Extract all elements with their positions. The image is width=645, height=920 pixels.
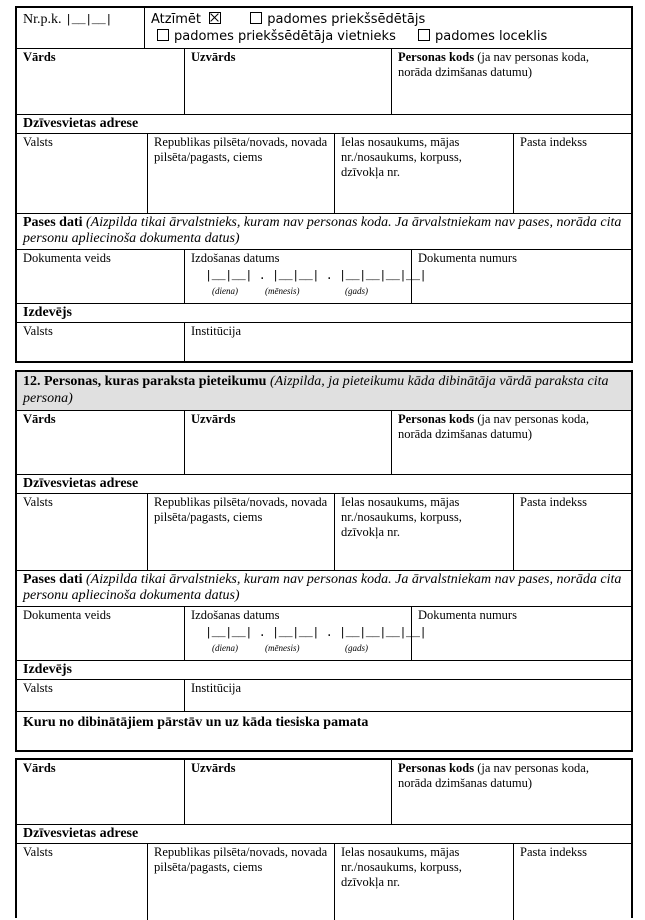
diena-label: (diena) (212, 643, 238, 653)
date-field[interactable]: |__|__| . |__|__| . |__|__|__|__| (205, 269, 427, 283)
izdevejs-header (17, 303, 631, 322)
iela-label: Ielas nosaukums, mājas nr./nosaukums, korpuss, dzīvokļa nr. (341, 495, 462, 539)
section-12-note: (Aizpilda, ja pieteikumu kāda dibinātāja vārdā paraksta cita persona) (23, 374, 609, 406)
dzivesvieta-header-3 (17, 824, 631, 843)
izdos-datums-label: Izdošanas datums (191, 251, 280, 265)
personas-kods-label: Personas kods (398, 50, 475, 64)
uzvards-cell[interactable] (184, 411, 391, 474)
option-chairman: padomes priekšsēdētājs (267, 12, 426, 27)
nrpk-field[interactable]: |__|__| (65, 13, 112, 27)
section-12-header (17, 372, 631, 410)
pasta-cell[interactable] (513, 134, 631, 213)
pasta-label: Pasta indekss (520, 845, 588, 859)
dok-veids-label: Dokumenta veids (23, 251, 111, 265)
checkbox-chairman[interactable] (250, 12, 262, 24)
dok-numurs-label: Dokumenta numurs (418, 251, 517, 265)
dok-veids-cell[interactable] (17, 250, 184, 303)
pilseta-cell[interactable] (147, 844, 334, 920)
vards-cell[interactable] (17, 411, 184, 474)
pilseta-label: Republikas pilsēta/novads, novada pilsēta/pagasts, ciems (154, 845, 328, 874)
dzivesvieta-title: Dzīvesvietas adrese (23, 116, 139, 131)
uzvards-label: Uzvārds (191, 50, 236, 64)
vards-label: Vārds (23, 761, 56, 775)
dok-numurs-cell[interactable] (411, 607, 631, 660)
institucija-cell[interactable] (184, 323, 631, 361)
valsts-cell[interactable] (17, 844, 147, 920)
izd-valsts-label: Valsts (23, 324, 53, 338)
pasta-cell[interactable] (513, 844, 631, 920)
nrpk-label: Nr.p.k. (23, 12, 62, 27)
option-member: padomes loceklis (435, 29, 548, 44)
valsts-label: Valsts (23, 135, 53, 149)
name-row (17, 48, 631, 114)
vards-cell[interactable] (17, 49, 184, 114)
uzvards-cell[interactable] (184, 760, 391, 824)
gads-label: (gads) (345, 286, 368, 296)
institucija-label: Institūcija (191, 324, 241, 338)
issuer-row (17, 322, 631, 361)
role-checkboxes (144, 8, 631, 48)
checkbox-member[interactable] (418, 29, 430, 41)
dok-veids-cell[interactable] (17, 607, 184, 660)
issuer-row-2 (17, 679, 631, 711)
pases-title: Pases dati (23, 215, 83, 230)
personas-kods-cell[interactable] (391, 411, 631, 474)
checked-box-icon (209, 12, 221, 24)
vards-label: Vārds (23, 50, 56, 64)
izdos-datums-cell[interactable] (184, 607, 427, 660)
address-row (17, 133, 631, 213)
pilseta-cell[interactable] (147, 494, 334, 570)
pasta-cell[interactable] (513, 494, 631, 570)
atzimet-label: Atzīmēt (151, 12, 201, 27)
uzvards-label: Uzvārds (191, 761, 236, 775)
personas-kods-note: (ja nav personas koda, norāda dzimšanas datumu) (398, 761, 589, 790)
valsts-cell[interactable] (17, 134, 147, 213)
section-12-title: 12. Personas, kuras paraksta pieteikumu (23, 374, 267, 389)
vards-cell[interactable] (17, 760, 184, 824)
personas-kods-label: Personas kods (398, 412, 475, 426)
izd-valsts-cell[interactable] (17, 323, 184, 361)
pases-title: Pases dati (23, 572, 83, 587)
personas-kods-note: (ja nav personas koda, norāda dzimšanas datumu) (398, 50, 589, 79)
izdevejs-title: Izdevējs (23, 305, 72, 320)
valsts-label: Valsts (23, 495, 53, 509)
representation-label: Kuru no dibinātājiem pārstāv un uz kāda tiesiska pamata (23, 715, 369, 730)
dok-numurs-cell[interactable] (411, 250, 631, 303)
pilseta-label: Republikas pilsēta/novads, novada pilsēta/pagasts, ciems (154, 135, 328, 164)
izd-valsts-cell[interactable] (17, 680, 184, 711)
pases-note: (Aizpilda tikai ārvalstnieks, kuram nav personas koda. Ja ārvalstniekam nav pases, norāda cita personu apliecinoša dokumenta datus) (23, 215, 622, 246)
izdos-datums-label: Izdošanas datums (191, 608, 280, 622)
document-row (17, 249, 631, 303)
pilseta-cell[interactable] (147, 134, 334, 213)
member-block-3 (15, 758, 633, 918)
izdevejs-title: Izdevējs (23, 662, 72, 677)
dzivesvieta-title: Dzīvesvietas adrese (23, 826, 139, 841)
institucija-label: Institūcija (191, 681, 241, 695)
dok-veids-label: Dokumenta veids (23, 608, 111, 622)
valsts-cell[interactable] (17, 494, 147, 570)
personas-kods-label: Personas kods (398, 761, 475, 775)
diena-label: (diena) (212, 286, 238, 296)
pases-note: (Aizpilda tikai ārvalstnieks, kuram nav personas koda. Ja ārvalstniekam nav pases, norāda cita personu apliecinoša dokumenta datus) (23, 572, 622, 603)
pases-header-2 (17, 570, 631, 606)
date-field[interactable]: |__|__| . |__|__| . |__|__|__|__| (205, 626, 427, 640)
pasta-label: Pasta indekss (520, 495, 588, 509)
pases-header (17, 213, 631, 249)
menesis-label: (mēnesis) (265, 643, 300, 653)
pasta-label: Pasta indekss (520, 135, 588, 149)
personas-kods-note: (ja nav personas koda, norāda dzimšanas datumu) (398, 412, 589, 441)
personas-kods-cell[interactable] (391, 760, 631, 824)
iela-label: Ielas nosaukums, mājas nr./nosaukums, korpuss, dzīvokļa nr. (341, 845, 462, 889)
institucija-cell[interactable] (184, 680, 631, 711)
izdos-datums-cell[interactable] (184, 250, 427, 303)
document-row-2 (17, 606, 631, 660)
nrpk-cell (17, 8, 144, 48)
address-row-3 (17, 843, 631, 920)
iela-label: Ielas nosaukums, mājas nr./nosaukums, korpuss, dzīvokļa nr. (341, 135, 462, 179)
iela-cell[interactable] (334, 134, 513, 213)
section-12-block (15, 370, 633, 752)
menesis-label: (mēnesis) (265, 286, 300, 296)
valsts-label: Valsts (23, 845, 53, 859)
dzivesvieta-header (17, 114, 631, 133)
dzivesvieta-title: Dzīvesvietas adrese (23, 476, 139, 491)
representation-row[interactable] (17, 711, 631, 750)
checkbox-deputy[interactable] (157, 29, 169, 41)
pilseta-label: Republikas pilsēta/novads, novada pilsēta/pagasts, ciems (154, 495, 328, 524)
iela-cell[interactable] (334, 494, 513, 570)
uzvards-cell[interactable] (184, 49, 391, 114)
dzivesvieta-header-2 (17, 474, 631, 493)
member-type-row (17, 8, 631, 48)
uzvards-label: Uzvārds (191, 412, 236, 426)
iela-cell[interactable] (334, 844, 513, 920)
dok-numurs-label: Dokumenta numurs (418, 608, 517, 622)
option-deputy: padomes priekšsēdētāja vietnieks (174, 29, 396, 44)
vards-label: Vārds (23, 412, 56, 426)
name-row-3 (17, 760, 631, 824)
name-row-2 (17, 410, 631, 474)
izd-valsts-label: Valsts (23, 681, 53, 695)
gads-label: (gads) (345, 643, 368, 653)
izdevejs-header-2 (17, 660, 631, 679)
member-block-1 (15, 6, 633, 363)
address-row-2 (17, 493, 631, 570)
personas-kods-cell[interactable] (391, 49, 631, 114)
